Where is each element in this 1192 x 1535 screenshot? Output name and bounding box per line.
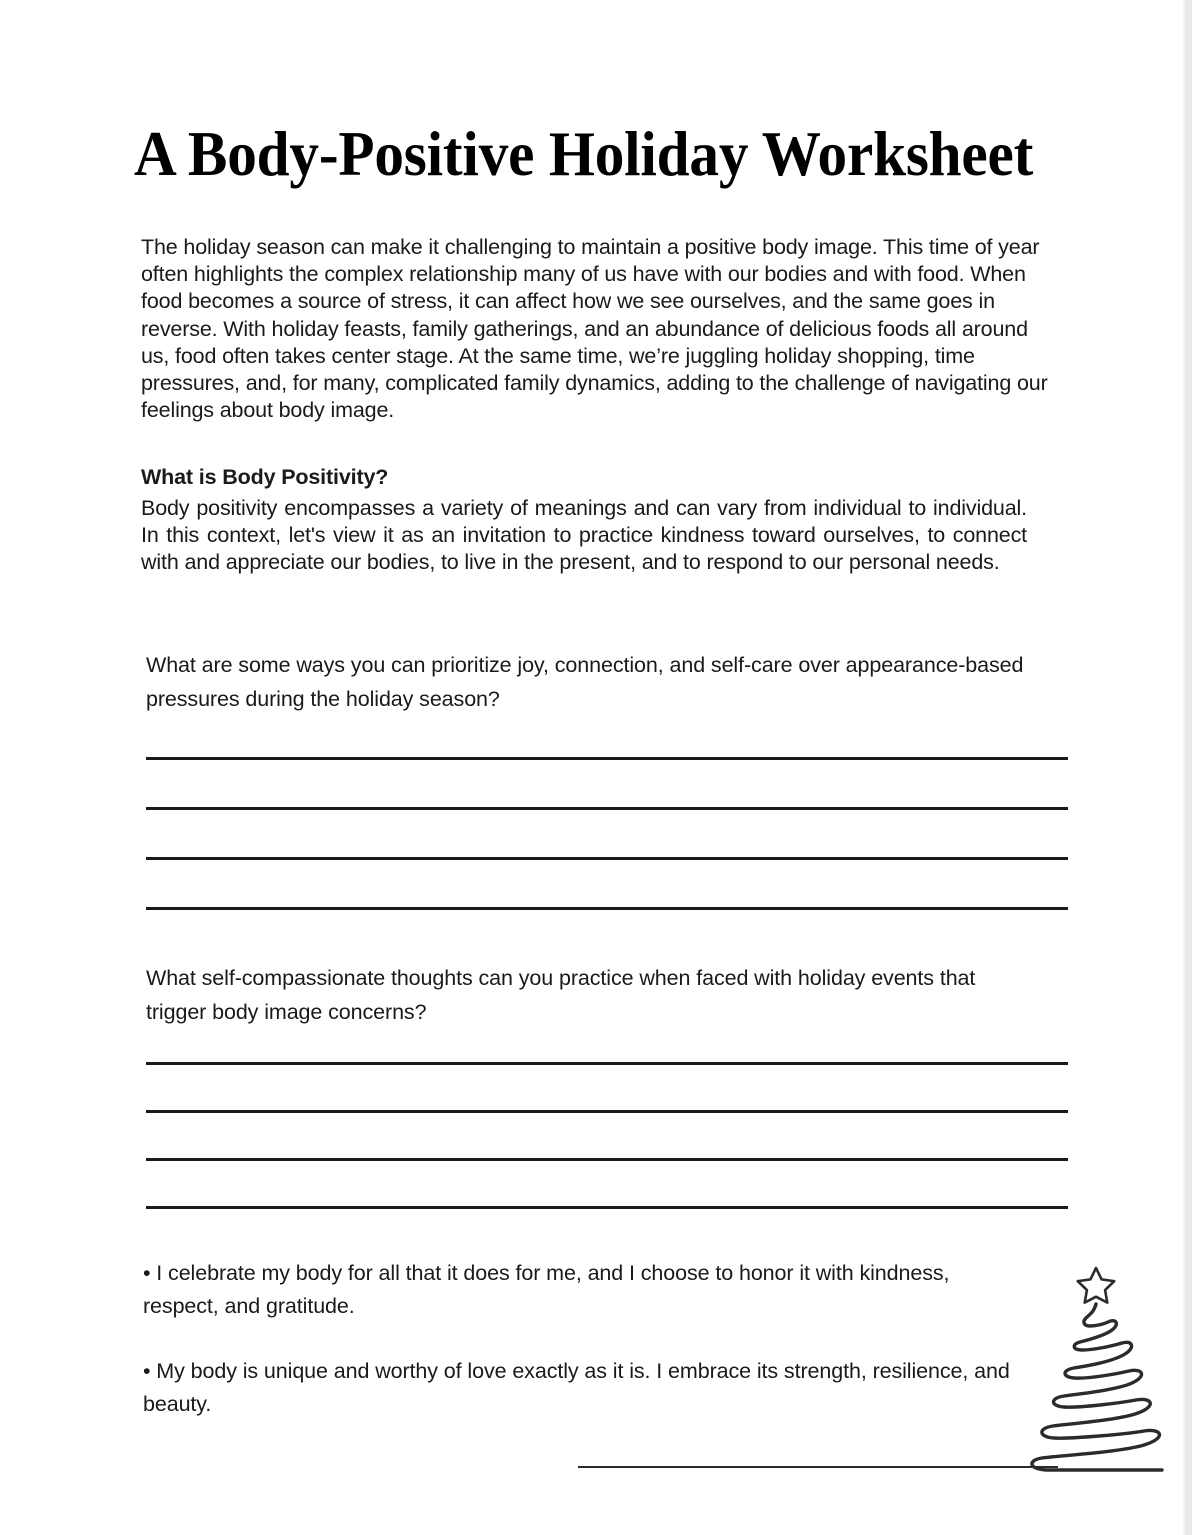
answer-line[interactable] (146, 857, 1068, 860)
answer-line[interactable] (146, 807, 1068, 810)
star-icon (1078, 1268, 1114, 1303)
page-right-gutter (1185, 0, 1192, 1535)
affirmation-item: • I celebrate my body for all that it does for me, and I choose to honor it with kindness, respect, and gratitude. (143, 1261, 950, 1318)
question-2-answer-area[interactable] (146, 1062, 1068, 1254)
christmas-tree-icon (1012, 1262, 1180, 1477)
answer-line[interactable] (146, 1110, 1068, 1113)
answer-line[interactable] (146, 1062, 1068, 1065)
answer-line[interactable] (146, 1206, 1068, 1209)
question-2-prompt: What self-compassionate thoughts can you practice when faced with holiday events that trigger body image concerns? (146, 966, 976, 1024)
body-positivity-heading: What is Body Positivity? (141, 465, 389, 489)
tree-baseline-rule (578, 1466, 1058, 1468)
question-1-answer-area[interactable] (146, 757, 1068, 957)
intro-paragraph: The holiday season can make it challenging to maintain a positive body image. This time of year often highlights the complex relationship many of us have with our bodies and with food. When food becomes a source of stress, it can affect how we see ourselves, and the same goes in reverse. With holiday feasts, family gatherings, and an abundance of delicious foods all around us, food often takes center stage. At the same time, we’re juggling holiday shopping, time pressures, and, for many, complicated family dynamics, adding to the challenge of navigating our feelings about body image. (141, 235, 1048, 423)
tree-spiral-path (1032, 1304, 1162, 1470)
body-positivity-paragraph: Body positivity encompasses a variety of meanings and can vary from individual to individual. In this context, let's view it as an invitation to practice kindness toward ourselves, to connect with and appreciate our bodies, to live in the present, and to respond to our personal needs. (141, 496, 1027, 575)
question-1-prompt: What are some ways you can prioritize joy, connection, and self-care over appearance-based pressures during the holiday season? (146, 653, 1024, 711)
page-title: A Body-Positive Holiday Worksheet (134, 119, 1034, 189)
answer-line[interactable] (146, 907, 1068, 910)
affirmation-item: • My body is unique and worthy of love exactly as it is. I embrace its strength, resilience, and beauty. (143, 1359, 1010, 1416)
answer-line[interactable] (146, 1158, 1068, 1161)
answer-line[interactable] (146, 757, 1068, 760)
